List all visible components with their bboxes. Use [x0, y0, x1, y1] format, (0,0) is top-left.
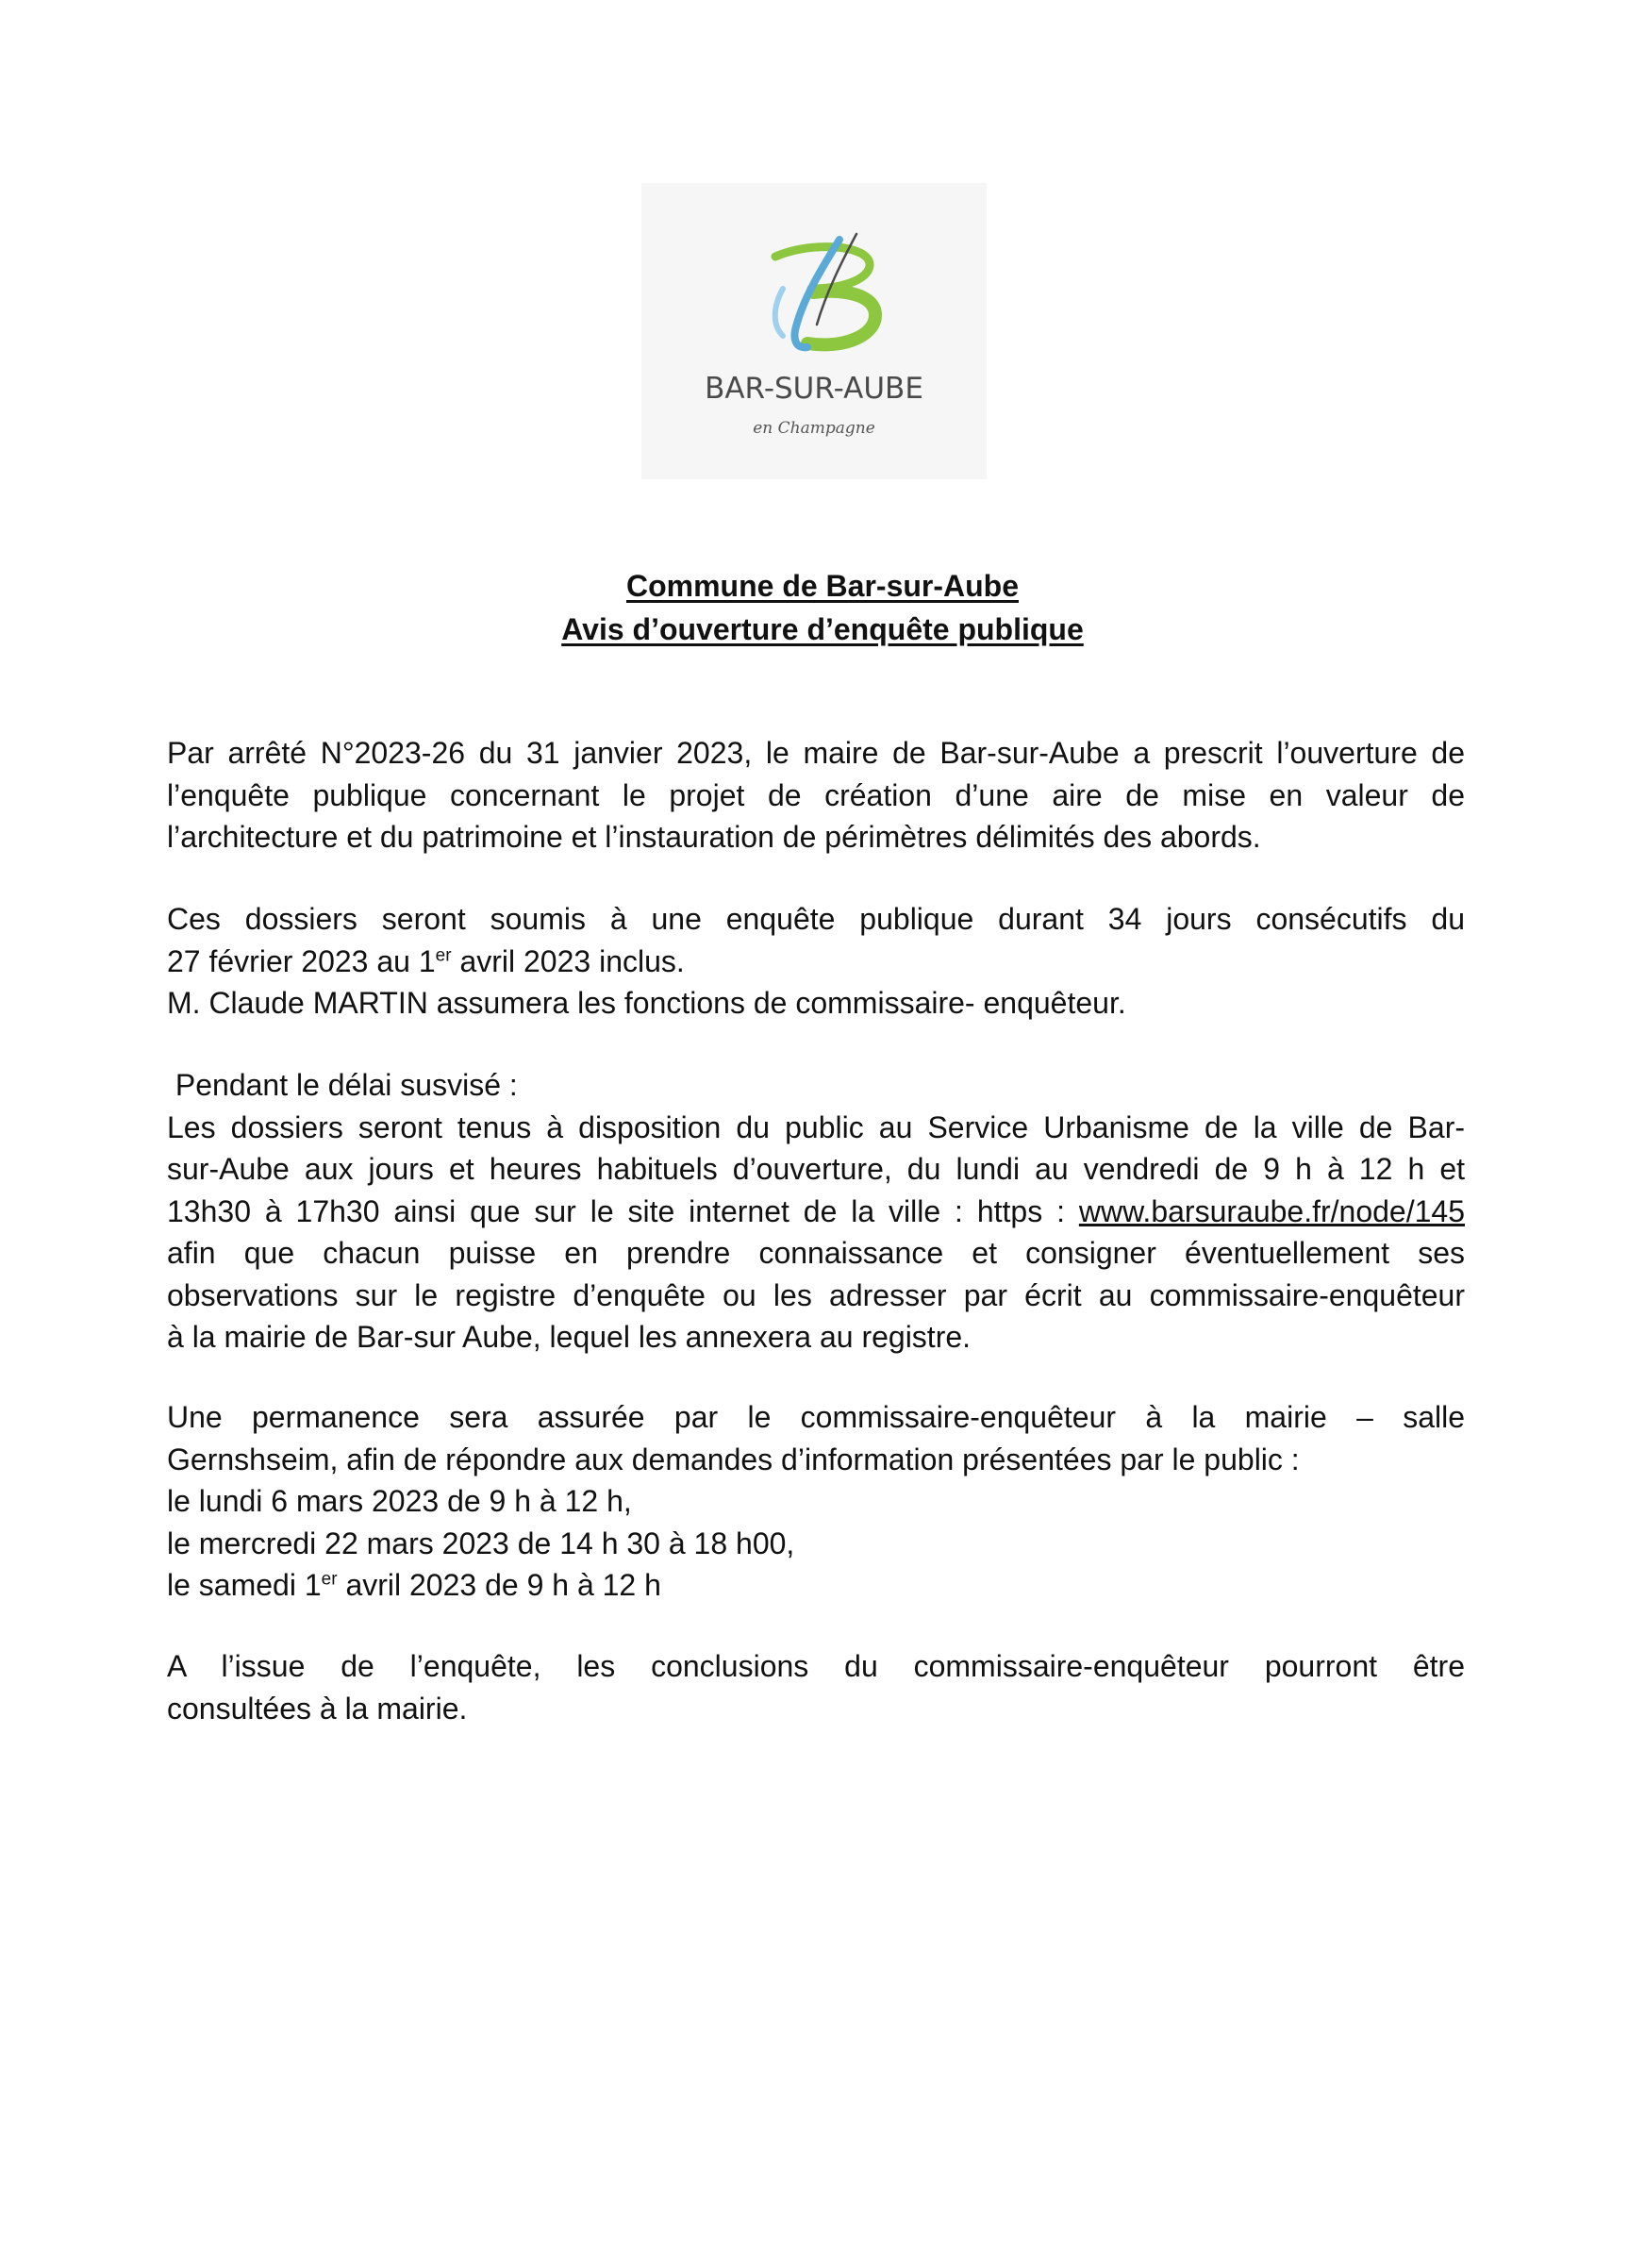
- text-line: le mercredi 22 mars 2023 de 14 h 30 à 18 h00,: [167, 1526, 795, 1560]
- text-line: le lundi 6 mars 2023 de 9 h à 12 h,: [167, 1484, 632, 1518]
- paragraph-duree: [167, 898, 1465, 1025]
- text-line: [167, 941, 1465, 983]
- logo: [641, 183, 987, 479]
- text-fragment: 13h30 à 17h30 ainsi que sur le site internet de la ville : https :: [167, 1193, 1079, 1228]
- text-line: afin que chacun puisse en prendre connaissance et consigner éventuellement ses: [167, 1236, 1465, 1270]
- logo-tagline: en Champagne: [753, 419, 875, 438]
- title-avis: Avis d’ouverture d’enquête publique: [561, 612, 1084, 646]
- text-line: A l’issue de l’enquête, les conclusions du commissaire-enquêteur pourront être: [167, 1649, 1465, 1683]
- paragraph-arrete: [167, 732, 1465, 859]
- text-line: Les dossiers seront tenus à disposition du public au Service Urbanisme de la ville de Bar-: [167, 1109, 1465, 1144]
- text-fragment: le samedi 1: [167, 1568, 322, 1602]
- superscript: er: [321, 1569, 338, 1590]
- text-line: Gernshseim, afin de répondre aux demandes d’information présentées par le public :: [167, 1442, 1300, 1476]
- page-title: [0, 564, 1645, 651]
- text-line: Ces dossiers seront soumis à une enquête publique durant 34 jours consécutifs du: [167, 902, 1465, 936]
- text-line: l’enquête publique concernant le projet de création d’une aire de mise en valeur de: [167, 777, 1465, 812]
- text-line: observations sur le registre d’enquête ou les adresser par écrit au commissaire-enquêteur: [167, 1277, 1465, 1312]
- text-line: [167, 1191, 1465, 1233]
- text-line: sur-Aube aux jours et heures habituels d’ouverture, du lundi au vendredi de 9 h à 12 h et: [167, 1152, 1465, 1186]
- website-link[interactable]: www.barsuraube.fr/node/145: [1078, 1193, 1465, 1228]
- text-fragment: avril 2023 inclus.: [451, 943, 685, 978]
- paragraph-permanence: [167, 1396, 1465, 1607]
- text-line: l’architecture et du patrimoine et l’instauration de périmètres délimités des abords.: [167, 820, 1261, 854]
- text-line: Par arrêté N°2023-26 du 31 janvier 2023, le maire de Bar-sur-Aube a prescrit l’ouverture de: [167, 736, 1465, 770]
- text-line: [167, 1564, 1465, 1607]
- text-fragment: avril 2023 de 9 h à 12 h: [337, 1568, 661, 1602]
- paragraph-conclusions: [167, 1645, 1465, 1729]
- text-fragment: 27 février 2023 au 1: [167, 943, 436, 978]
- paragraph-consultation: [167, 1064, 1465, 1359]
- text-line: M. Claude MARTIN assumera les fonctions de commissaire- enquêteur.: [167, 986, 1126, 1020]
- text-line: consultées à la mairie.: [167, 1691, 468, 1726]
- logo-name: BAR-SUR-AUBE: [705, 372, 923, 406]
- title-commune: Commune de Bar-sur-Aube: [625, 569, 1020, 603]
- text-line: Pendant le délai susvisé :: [167, 1068, 518, 1102]
- superscript: er: [435, 944, 452, 965]
- text-line: Une permanence sera assurée par le commissaire-enquêteur à la mairie – salle: [167, 1400, 1465, 1434]
- text-line: à la mairie de Bar-sur Aube, lequel les annexera au registre.: [167, 1320, 972, 1354]
